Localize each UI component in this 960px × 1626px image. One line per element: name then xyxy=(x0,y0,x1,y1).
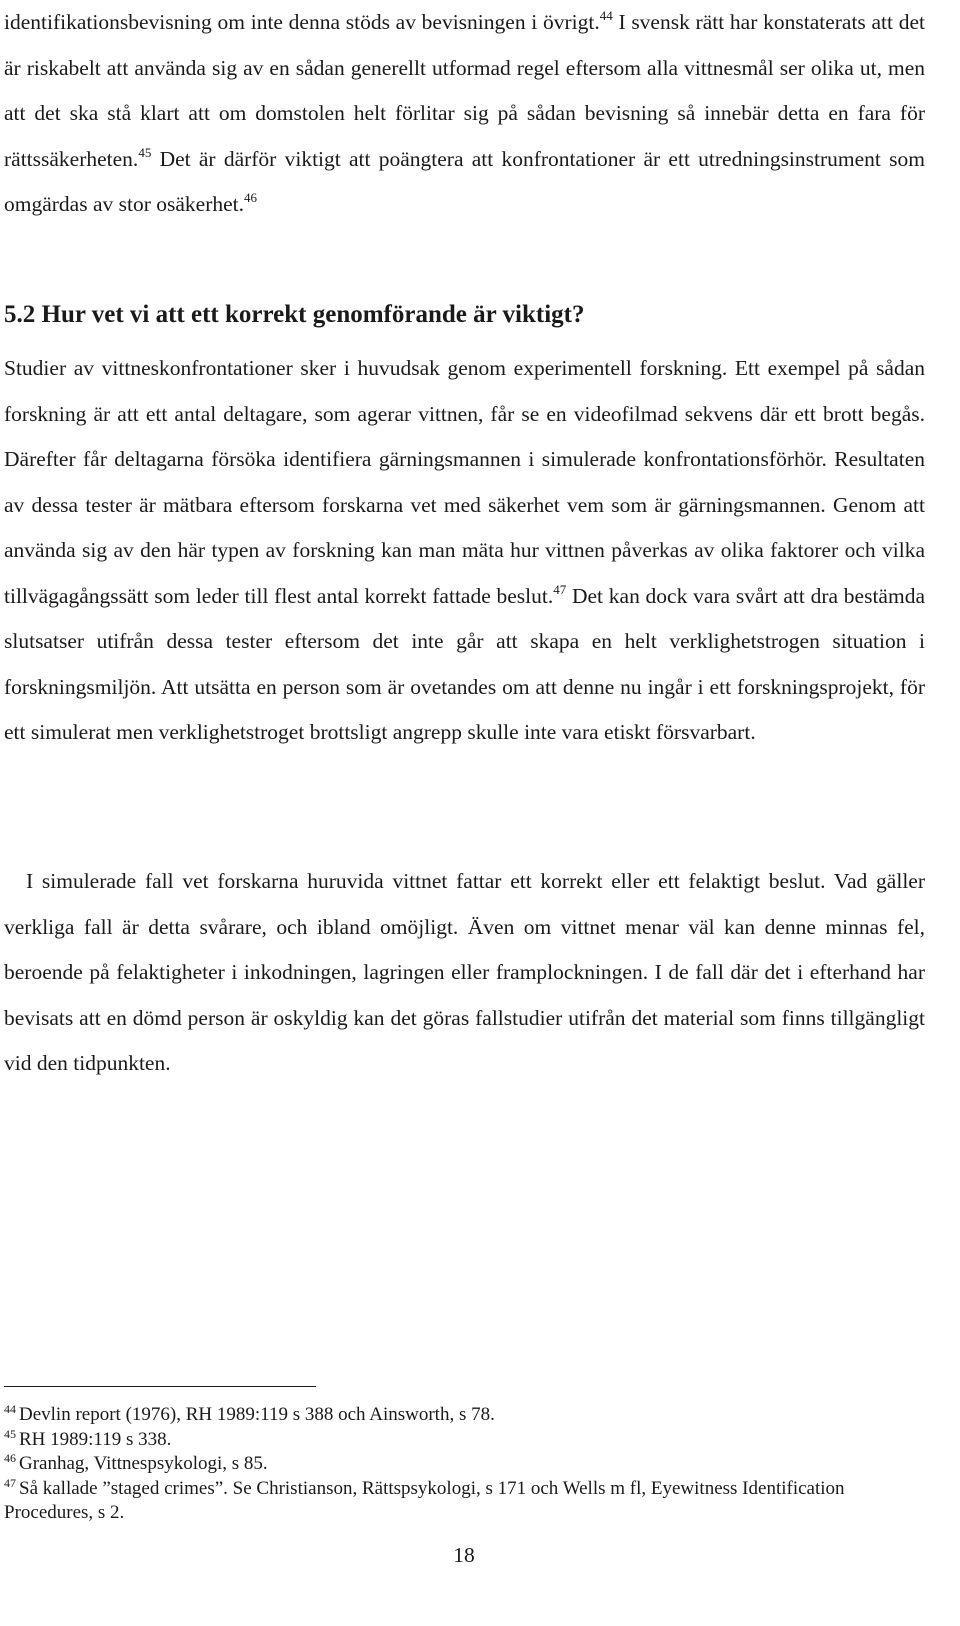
footnote-ref-46: 46 xyxy=(244,190,258,205)
paragraph-1-text-c: Det är därför viktigt att poängtera att konfrontationer är ett utredningsinstrument som omgärdas av stor osäkerhet. xyxy=(4,146,925,216)
footnote-ref-47: 47 xyxy=(553,581,567,597)
footnote-46 xyxy=(4,1452,925,1477)
body-paragraph-2 xyxy=(4,346,925,756)
footnote-number: 45 xyxy=(4,1426,16,1441)
body-paragraph-1 xyxy=(4,0,925,228)
footnote-ref-44: 44 xyxy=(599,8,613,23)
footnote-ref-45: 45 xyxy=(138,144,152,160)
footnote-number: 47 xyxy=(4,1475,16,1490)
footnote-number: 44 xyxy=(4,1402,16,1416)
footnote-45 xyxy=(4,1428,925,1453)
section-heading: 5.2 Hur vet vi att ett korrekt genomförande är viktigt? xyxy=(4,301,585,328)
footnote-text: RH 1989:119 s 338. xyxy=(19,1428,172,1450)
paragraph-1-text-a: identifikationsbevisning om inte denna stöds av bevisningen i övrigt. xyxy=(4,10,600,34)
footnote-47 xyxy=(4,1477,925,1526)
page-number: 18 xyxy=(453,1543,475,1567)
footnote-number: 46 xyxy=(4,1451,16,1465)
footnote-separator xyxy=(4,1386,316,1387)
paragraph-2-text-a: Studier av vittneskonfrontationer sker i huvudsak genom experimentell forskning. Ett exempel på sådan forskning är att ett antal deltagare, som agerar vittnen, får se en videofilmad sekvens där ett brott begås. Därefter får deltagarna försöka identifiera gärningsmannen i simulerade konfrontationsförhör. Resultaten av dessa tester är mätbara eftersom forskarna vet med säkerhet vem som är gärningsmannen. Genom att använda sig av den här typen av forskning kan man mäta hur vittnen påverkas av olika faktorer och vilka tillvägagångssätt som leder till flest antal korrekt fattade beslut. xyxy=(4,356,925,608)
paragraph-2-text-b: Det kan dock vara svårt att dra bestämda slutsatser utifrån dessa tester eftersom det inte går att skapa en helt verklighetstrogen situation i forskningsmiljön. Att utsätta en person som är ovetandes om att denne nu ingår i ett forskningsprojekt, för ett simulerat men verklighetstroget brottsligt angrepp skulle inte vara etiskt försvarbart. xyxy=(4,583,925,744)
footnote-44 xyxy=(4,1403,925,1428)
footnote-text: Devlin report (1976), RH 1989:119 s 388 och Ainsworth, s 78. xyxy=(19,1404,495,1425)
footnote-text: Granhag, Vittnespsykologi, s 85. xyxy=(19,1453,268,1474)
paragraph-1-text-b: I svensk rätt har konstaterats att det är riskabelt att använda sig av en sådan generellt utformad regel eftersom alla vittnesmål ser olika ut, men att det ska stå klart att om domstolen helt förlitar sig på sådan bevisning så innebär detta en fara för rättssäkerheten. xyxy=(4,10,925,171)
footnotes xyxy=(4,1403,925,1526)
body-paragraph-3: I simulerade fall vet forskarna huruvida vittnet fattar ett korrekt eller ett felaktigt beslut. Vad gäller verkliga fall är detta svårare, och ibland omöjligt. Även om vittnet menar väl kan denne minnas fel, beroende på felaktigheter i inkodningen, lagringen eller framplockningen. I de fall där det i efterhand har bevisats att en dömd person är oskyldig kan det göras fallstudier utifrån det material som finns tillgängligt vid den tidpunkten. xyxy=(4,869,925,1075)
footnote-text: Så kallade ”staged crimes”. Se Christianson, Rättspsykologi, s 171 och Wells m fl, Eyewitness Identification Procedures, s 2. xyxy=(4,1477,845,1523)
